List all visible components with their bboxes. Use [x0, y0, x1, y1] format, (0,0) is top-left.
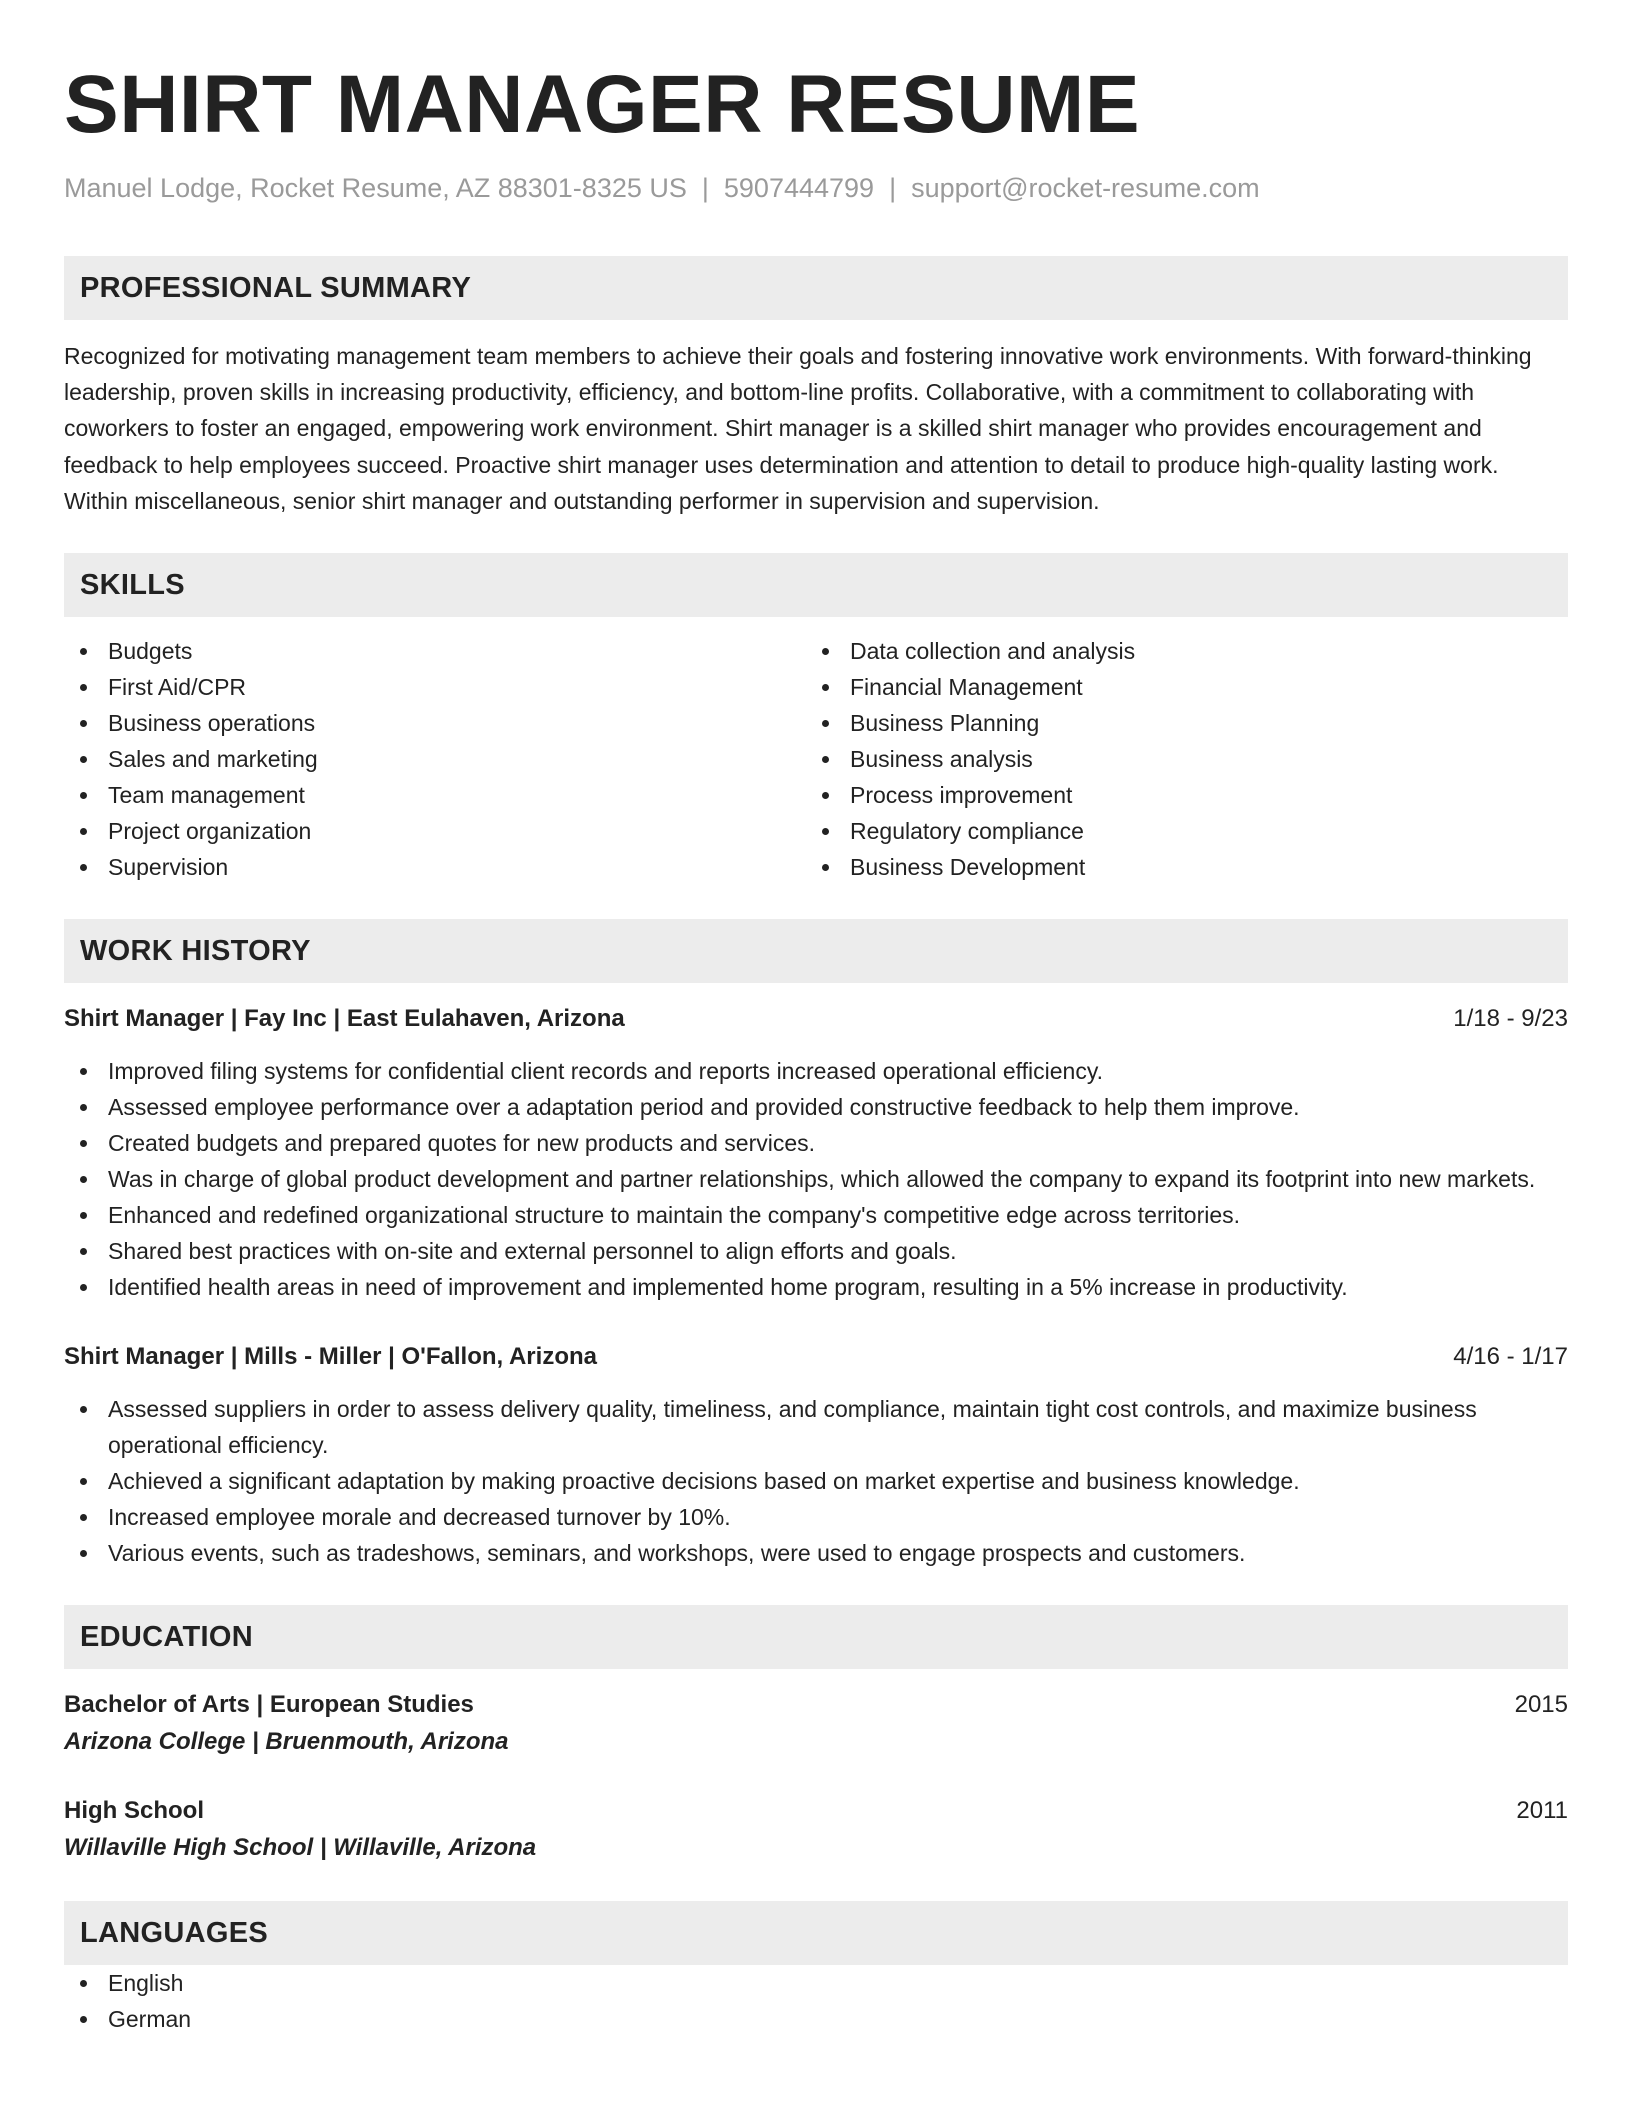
skill-item: Regulatory compliance [806, 813, 1548, 849]
languages-heading: LANGUAGES [80, 1916, 268, 1949]
education-school: Arizona College | Bruenmouth, Arizona [64, 1728, 509, 1756]
contact-address: Manuel Lodge, Rocket Resume, AZ 88301-8325 US [64, 173, 687, 203]
job-entry [64, 1001, 1568, 1305]
job-dates: 4/16 - 1/17 [1453, 1343, 1568, 1371]
skills-heading: SKILLS [80, 568, 185, 601]
resume-page [64, 0, 1568, 2037]
contact-separator: | [889, 173, 897, 203]
skills-column-left [64, 633, 806, 885]
languages-section-header [64, 1901, 1568, 1965]
education-degree: Bachelor of Arts | European Studies [64, 1691, 474, 1719]
languages-list [64, 1965, 1568, 2037]
education-header [64, 1687, 1568, 1723]
job-bullets [64, 1053, 1568, 1305]
education-entry [64, 1687, 1568, 1761]
job-bullet: Identified health areas in need of improvement and implemented home program, resulting in a 5% increase in productivity. [64, 1269, 1568, 1305]
job-bullet: Assessed suppliers in order to assess delivery quality, timeliness, and compliance, maintain tight cost controls, and maximize business operational efficiency. [64, 1391, 1568, 1463]
skill-item: Business operations [64, 705, 806, 741]
education-header [64, 1793, 1568, 1829]
skill-item: Business Development [806, 849, 1548, 885]
language-item: English [64, 1965, 1568, 2001]
skill-item: Data collection and analysis [806, 633, 1548, 669]
job-bullet: Various events, such as tradeshows, seminars, and workshops, were used to engage prospects and customers. [64, 1535, 1568, 1571]
contact-line [64, 170, 1568, 206]
job-bullets [64, 1391, 1568, 1571]
skill-item: Financial Management [806, 669, 1548, 705]
job-title: Shirt Manager | Fay Inc | East Eulahaven, Arizona [64, 1005, 625, 1033]
skill-item: Budgets [64, 633, 806, 669]
job-header [64, 1339, 1568, 1375]
resume-title: SHIRT MANAGER RESUME [64, 59, 1141, 150]
job-bullet: Increased employee morale and decreased turnover by 10%. [64, 1499, 1568, 1535]
skill-item: Sales and marketing [64, 741, 806, 777]
work-section-header [64, 919, 1568, 983]
job-entry [64, 1339, 1568, 1571]
education-degree: High School [64, 1797, 204, 1825]
education-section-header [64, 1605, 1568, 1669]
skill-item: Supervision [64, 849, 806, 885]
contact-phone: 5907444799 [723, 173, 875, 203]
job-bullet: Achieved a significant adaptation by making proactive decisions based on market expertise and business knowledge. [64, 1463, 1568, 1499]
education-year: 2011 [1516, 1797, 1568, 1825]
job-bullet: Improved filing systems for confidential client records and reports increased operational efficiency. [64, 1053, 1568, 1089]
skills-list [64, 633, 1568, 885]
job-title: Shirt Manager | Mills - Miller | O'Fallon, Arizona [64, 1343, 597, 1371]
skill-item: Process improvement [806, 777, 1548, 813]
job-bullet: Assessed employee performance over a adaptation period and provided constructive feedback to help them improve. [64, 1089, 1568, 1125]
contact-separator: | [701, 173, 709, 203]
summary-heading: PROFESSIONAL SUMMARY [80, 271, 472, 304]
summary-section-header [64, 256, 1568, 320]
education-heading: EDUCATION [80, 1620, 253, 1653]
skills-section-header [64, 553, 1568, 617]
job-bullet: Was in charge of global product development and partner relationships, which allowed the company to expand its footprint into new markets. [64, 1161, 1568, 1197]
summary-text: Recognized for motivating management team members to achieve their goals and fostering innovative work environments. With forward-thinking leadership, proven skills in increasing productivity, efficiency, and bottom-line profits. Collaborative, with a commitment to collaborating with coworkers to foster an engaged, empowering work environment. Shirt manager is a skilled shirt manager who provides encouragement and feedback to help employees succeed. Proactive shirt manager uses determination and attention to detail to produce high-quality lasting work. Within miscellaneous, senior shirt manager and outstanding performer in supervision and supervision. [64, 343, 1532, 514]
work-heading: WORK HISTORY [80, 934, 311, 967]
education-year: 2015 [1514, 1691, 1568, 1719]
skill-item: Team management [64, 777, 806, 813]
education-entry [64, 1793, 1568, 1867]
skill-item: First Aid/CPR [64, 669, 806, 705]
job-dates: 1/18 - 9/23 [1453, 1005, 1568, 1033]
skill-item: Business Planning [806, 705, 1548, 741]
job-header [64, 1001, 1568, 1037]
skill-item: Business analysis [806, 741, 1548, 777]
contact-email: support@rocket-resume.com [911, 173, 1260, 203]
job-bullet: Shared best practices with on-site and external personnel to align efforts and goals. [64, 1233, 1568, 1269]
education-school: Willaville High School | Willaville, Arizona [64, 1834, 537, 1862]
language-item: German [64, 2001, 1568, 2037]
skill-item: Project organization [64, 813, 806, 849]
skills-column-right [806, 633, 1548, 885]
job-bullet: Created budgets and prepared quotes for new products and services. [64, 1125, 1568, 1161]
job-bullet: Enhanced and redefined organizational structure to maintain the company's competitive edge across territories. [64, 1197, 1568, 1233]
